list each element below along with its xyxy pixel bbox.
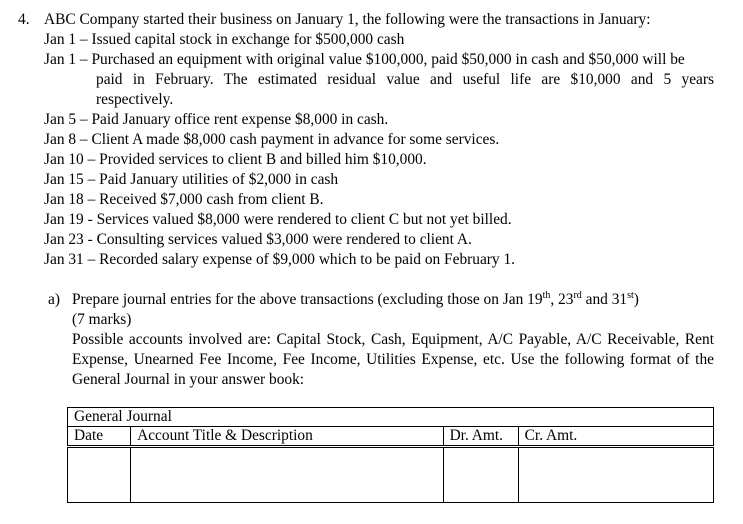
transaction-jan10: Jan 10 – Provided services to client B and billed him $10,000.	[44, 151, 427, 168]
part-a-accounts-line2: Expense, Unearned Fee Income, Fee Income, Utilities Expense, etc. Use the following format of the	[72, 351, 714, 368]
journal-cell-account	[131, 447, 443, 503]
transaction-jan31: Jan 31 – Recorded salary expense of $9,000 which to be paid on February 1.	[44, 251, 515, 268]
general-journal-table	[67, 407, 714, 503]
general-journal-title: General Journal	[68, 408, 714, 427]
part-a-instruction: Prepare journal entries for the above transactions (excluding those on Jan 19th, 23rd and 31st)	[72, 289, 639, 308]
column-header-credit: Cr. Amt.	[518, 427, 713, 447]
column-header-date: Date	[68, 427, 131, 447]
transaction-jan8: Jan 8 – Client A made $8,000 cash payment in advance for some services.	[44, 131, 500, 148]
journal-cell-credit	[518, 447, 713, 503]
column-header-account-title: Account Title & Description	[131, 427, 443, 447]
transaction-jan1-continuation-end: respectively.	[96, 91, 174, 108]
question-intro: ABC Company started their business on January 1, the following were the transactions in January:	[44, 11, 651, 28]
journal-cell-date	[68, 447, 131, 503]
transaction-jan1-continuation: paid in February. The estimated residual value and useful life are $10,000 and 5 years	[96, 71, 714, 88]
column-header-debit: Dr. Amt.	[443, 427, 518, 447]
transaction-jan15: Jan 15 – Paid January utilities of $2,000 in cash	[44, 171, 339, 188]
question-number: 4.	[18, 11, 30, 28]
part-a-accounts-line1: Possible accounts involved are: Capital Stock, Cash, Equipment, A/C Payable, A/C Receivable, Rent	[72, 331, 714, 348]
transaction-jan1-equipment: Jan 1 – Purchased an equipment with original value $100,000, paid $50,000 in cash and $50,000 will be	[44, 51, 685, 68]
transaction-jan1-capital: Jan 1 – Issued capital stock in exchange for $500,000 cash	[44, 31, 405, 48]
transaction-jan18: Jan 18 – Received $7,000 cash from client B.	[44, 191, 324, 208]
transaction-jan23: Jan 23 - Consulting services valued $3,000 were rendered to client A.	[44, 231, 472, 248]
journal-cell-debit	[443, 447, 518, 503]
part-a-marks: (7 marks)	[72, 311, 132, 328]
transaction-jan5: Jan 5 – Paid January office rent expense $8,000 in cash.	[44, 111, 389, 128]
transaction-jan19: Jan 19 - Services valued $8,000 were rendered to client C but not yet billed.	[44, 211, 512, 228]
part-a-label: a)	[48, 291, 60, 308]
part-a-accounts-line3: General Journal in your answer book:	[72, 371, 305, 388]
